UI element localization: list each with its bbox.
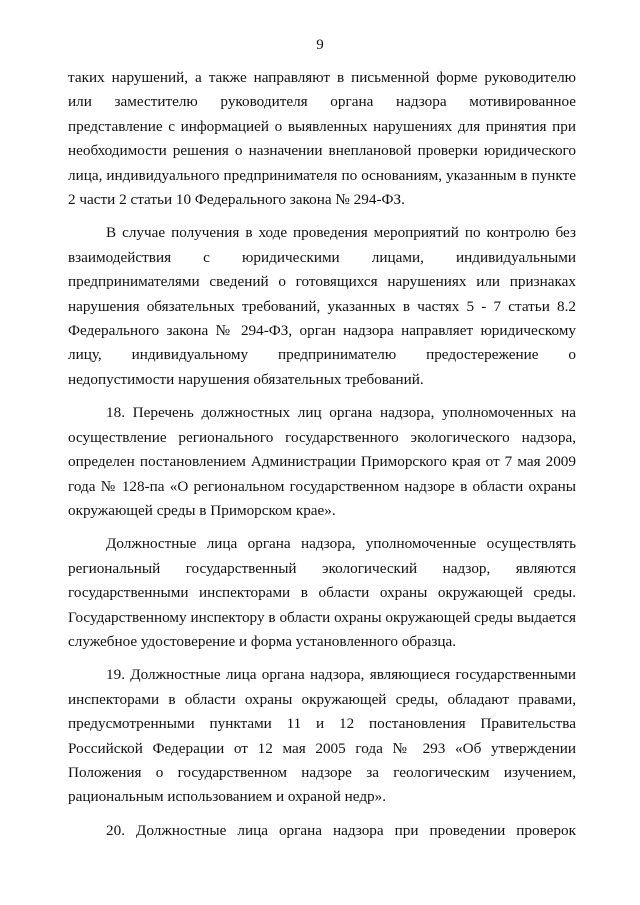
page-number: 9 xyxy=(316,37,324,53)
document-body xyxy=(68,66,576,852)
paragraph-inspectors: Должностные лица органа надзора, уполномоченные осуществлять региональный государственный экологический надзор, являются государственными инспекторами в области охраны окружающей среды. Государственному инспектору в области охраны окружающей среды выдается служебное удостоверение и форма установленного образца. xyxy=(68,535,576,650)
paragraph-19: 19. Должностные лица органа надзора, являющиеся государственными инспекторами в области охраны окружающей среды, обладают правами, предусмотренными пунктами 11 и 12 постановления Правительства Российской Федерации от 12 мая 2005 года № 293 «Об утверждении Положения о государственном надзоре за геологическим изучением, рациональным использованием и охраной недр». xyxy=(68,666,576,806)
paragraph-18: 18. Перечень должностных лиц органа надзора, уполномоченных на осуществление регионального государственного экологического надзора, определен постановлением Администрации Приморского края от 7 мая 2009 года № 128-па «О региональном государственном надзоре в области охраны окружающей среды в Приморском крае». xyxy=(68,404,576,519)
paragraph-continuation: таких нарушений, а также направляют в письменной форме руководителю или заместителю руководителя органа надзора мотивированное представление с информацией о выявленных нарушениях для принятия при необходимости решения о назначении внеплановой проверки юридического лица, индивидуального предпринимателя по основаниям, указанным в пункте 2 части 2 статьи 10 Федерального закона № 294-ФЗ. xyxy=(68,69,576,209)
paragraph-warning-notice: В случае получения в ходе проведения мероприятий по контролю без взаимодействия с юридическими лицами, индивидуальными предпринимателями сведений о готовящихся нарушениях или признаках нарушения обязательных требований, указанных в частях 5 - 7 статьи 8.2 Федерального закона № 294-ФЗ, орган надзора направляет юридическому лицу, индивидуальному предпринимателю предостережение о недопустимости нарушения обязательных требований. xyxy=(68,224,576,388)
paragraph-20: 20. Должностные лица органа надзора при проведении проверок xyxy=(106,821,576,839)
